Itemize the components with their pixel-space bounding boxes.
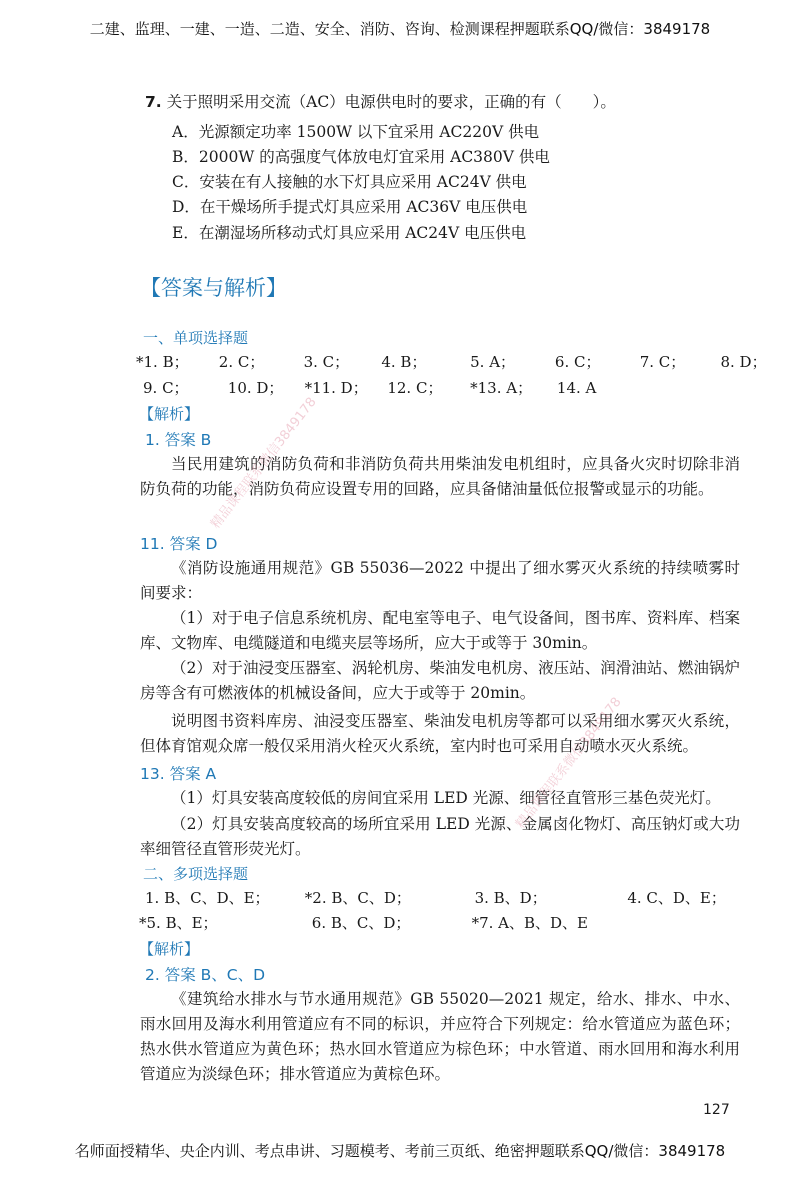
top-banner: 二建、监理、一建、一造、二造、安全、消防、咨询、检测课程押题联系QQ/微信：3849178 <box>89 20 711 38</box>
page-number: 127 <box>703 1102 730 1118</box>
single-choice-title: 一、单项选择题 <box>143 329 249 347</box>
bottom-banner: 名师面授精华、央企内训、考点串讲、习题模考、考前三页纸、绝密押题联系QQ/微信：3849178 <box>74 1142 726 1160</box>
question-7-stem <box>145 90 616 112</box>
multi-answers-row-2 <box>139 912 588 933</box>
answer-13-para-1: （1）灯具安装高度较低的房间宜采用 LED 光源、细管径直管形三基色荧光灯。 <box>171 789 721 807</box>
answer-item: 2. C； <box>218 353 265 371</box>
watermark-text: 精品课程联系微信3849178 <box>208 394 320 532</box>
answer-11-para-2: （1）对于电子信息系统机房、配电室等电子、电气设备间，图书库、资料库、档案库、文物库、电缆隧道和电缆夹层等场所，应大于或等于 30min。 <box>140 609 740 652</box>
answer-item: 7. C； <box>639 353 686 371</box>
question-number: 7. <box>145 93 162 111</box>
answer-item: 9. C； <box>143 379 189 397</box>
answer-item: 14. A <box>556 379 597 397</box>
answer-item: 4. C、D、E； <box>627 889 726 907</box>
option-e: E．在潮湿场所移动式灯具应采用 AC24V 电压供电 <box>172 224 527 242</box>
multi-choice-title: 二、多项选择题 <box>143 865 249 883</box>
multi-answers-row-1 <box>145 887 726 908</box>
answer-11-heading: 11. 答案 D <box>140 535 218 553</box>
answer-item: *7. A、B、D、E <box>471 914 588 932</box>
option-b: B．2000W 的高强度气体放电灯宜采用 AC380V 供电 <box>172 148 550 166</box>
answer-13-heading: 13. 答案 A <box>140 765 217 783</box>
answer-item: 4. B； <box>381 353 427 371</box>
answer-item: *1. B； <box>136 353 189 371</box>
answer-1-heading: 1. 答案 B <box>145 431 212 449</box>
option-a: A．光源额定功率 1500W 以下宜采用 AC220V 供电 <box>172 123 540 141</box>
option-d: D．在干燥场所手提式灯具应采用 AC36V 电压供电 <box>172 198 528 216</box>
answer-item: *13. A； <box>470 379 533 397</box>
answer-item: 12. C； <box>387 379 443 397</box>
answer-1-text: 当民用建筑的消防负荷和非消防负荷共用柴油发电机组时，应具备火灾时切除非消防负荷的功能，消防负荷应设置专用的回路，应具备储油量低位报警或显示的功能。 <box>140 455 740 498</box>
answer-2-heading: 2. 答案 B、C、D <box>145 966 266 984</box>
answer-item: *11. D； <box>304 379 368 397</box>
answer-item: 3. B、D； <box>474 889 547 907</box>
answer-item: *2. B、C、D； <box>304 889 411 907</box>
answer-11-para-1: 《消防设施通用规范》GB 55036—2022 中提出了细水雾灭火系统的持续喷雾时间要求： <box>140 559 740 602</box>
answer-item: 3. C； <box>303 353 350 371</box>
answer-item: *5. B、E； <box>139 914 218 932</box>
watermark-text: 精品课程联系微信3849178 <box>513 694 625 832</box>
answers-section-title: 【答案与解析】 <box>140 276 287 300</box>
answer-item: 1. B、C、D、E； <box>145 889 270 907</box>
answer-item: 6. C； <box>554 353 601 371</box>
answer-item: 8. D； <box>720 353 767 371</box>
answer-item: 10. D； <box>227 379 284 397</box>
answer-item: 5. A； <box>470 353 516 371</box>
analysis-label-1: 【解析】 <box>139 405 200 423</box>
option-c: C．安装在有人接触的水下灯具应采用 AC24V 供电 <box>172 173 527 191</box>
answer-item: 6. B、C、D； <box>311 914 411 932</box>
answer-11-para-3: （2）对于油浸变压器室、涡轮机房、柴油发电机房、液压站、润滑油站、燃油锅炉房等含有可燃液体的机械设备间，应大于或等于 20min。 <box>140 659 740 702</box>
answer-2-text: 《建筑给水排水与节水通用规范》GB 55020—2021 规定，给水、排水、中水、雨水回用及海水利用管道应有不同的标识，并应符合下列规定：给水管道应为蓝色环；热水供水管道应为黄色环；热水回水管道应为棕色环；中水管道、雨水回用和海水利用管道应为淡绿色环；排水管道应为黄棕色环。 <box>140 990 740 1083</box>
question-text: 关于照明采用交流（AC）电源供电时的要求，正确的有（ ）。 <box>166 93 616 111</box>
answer-11-para-4: 说明图书资料库房、油浸变压器室、柴油发电机房等都可以采用细水雾灭火系统，但体育馆观众席一般仅采用消火栓灭火系统，室内时也可采用自动喷水灭火系统。 <box>140 712 740 755</box>
answer-13-para-2: （2）灯具安装高度较高的场所宜采用 LED 光源、金属卤化物灯、高压钠灯或大功率细管径直管形荧光灯。 <box>140 815 740 858</box>
analysis-label-2: 【解析】 <box>139 940 200 958</box>
single-answers-row-2 <box>143 377 596 398</box>
single-answers-row-1 <box>136 351 767 372</box>
